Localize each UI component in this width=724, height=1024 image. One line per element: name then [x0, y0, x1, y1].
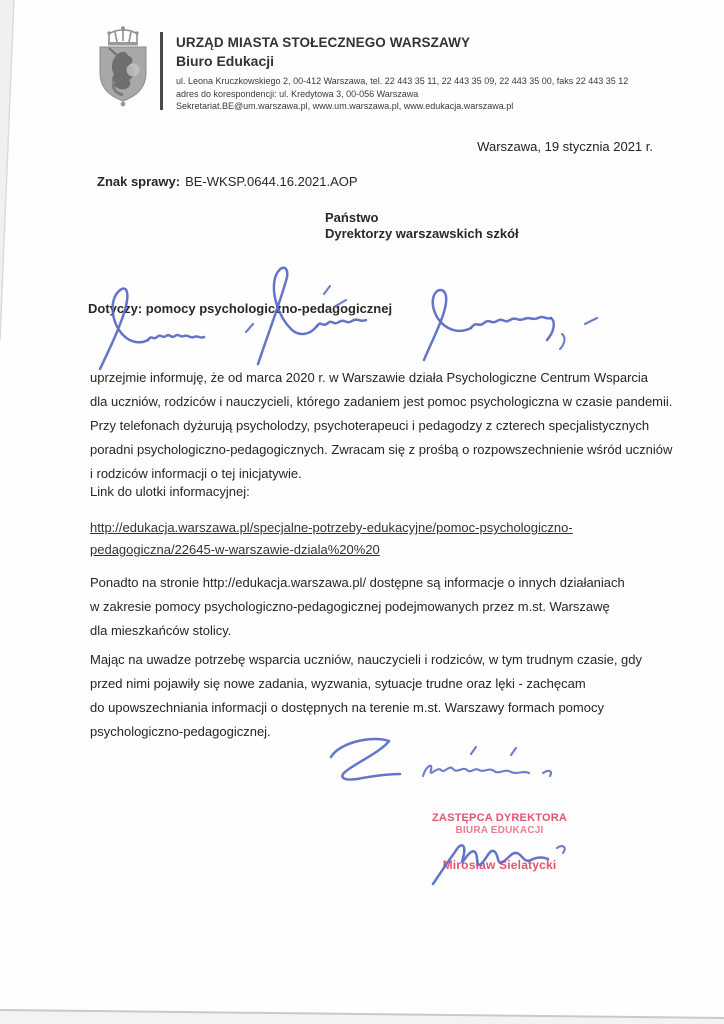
recipient-line: Dyrektorzy warszawskich szkół — [325, 225, 519, 241]
address-line: adres do korespondencji: ul. Kredytowa 3, 00-056 Warszawa — [176, 88, 419, 99]
recipient-block — [325, 210, 519, 241]
stamp-title-line: ZASTĘPCA DYREKTORA — [432, 812, 567, 824]
address-line: ul. Leona Kruczkowskiego 2, 00-412 Warszawa, tel. 22 443 35 11, 22 443 35 09, 22 443 35 00, faks 22 443 35 12 — [176, 76, 629, 86]
link-intro-line: Link do ulotki informacyjnej: — [90, 484, 250, 499]
subject-line: Dotyczy: pomocy psychologiczno-pedagogicznej — [88, 301, 393, 316]
text-line: Przy telefonach dyżurują psycholodzy, psychoterapeuci i pedagodzy z czterech specjalistycznych — [90, 418, 650, 433]
stamp-title-line: BIURA EDUKACJI — [455, 825, 544, 836]
department-name: Biuro Edukacji — [176, 53, 275, 69]
case-number-line — [97, 174, 358, 189]
body-paragraph-3 — [90, 648, 642, 744]
text-line: Mając na uwadze potrzebę wsparcia uczniów, nauczycieli i rodziców, w tym trudnym czasie, gdy — [90, 652, 643, 667]
warsaw-coat-of-arms-icon — [97, 25, 149, 109]
text-line: i rodziców informacji o tej inicjatywie. — [90, 466, 302, 481]
text-line: uprzejmie informuję, że od marca 2020 r. w Warszawie działa Psychologiczne Centrum Wsparcia — [90, 370, 649, 385]
link-text-line: pedagogiczna/22645-w-warszawie-dziala%20%20 — [90, 542, 380, 557]
text-line: w zakresie pomocy psychologiczno-pedagogicznej podejmowanych przez m.st. Warszawę — [90, 599, 610, 614]
text-line: Ponadto na stronie http://edukacja.warszawa.pl/ dostępne są informacje o innych działaniach — [90, 575, 625, 590]
letterhead-divider — [160, 32, 163, 110]
text-line: psychologiczno-pedagogicznej. — [90, 724, 271, 739]
recipient-line: Państwo — [325, 210, 379, 225]
address-line: Sekretariat.BE@um.warszawa.pl, www.um.warszawa.pl, www.edukacja.warszawa.pl — [176, 101, 514, 111]
place-and-date: Warszawa, 19 stycznia 2021 r. — [477, 139, 653, 154]
case-number-value: BE-WKSP.0644.16.2021.AOP — [185, 174, 358, 189]
stamp-name: Mirosław Sielatycki — [442, 858, 557, 872]
text-line: poradni psychologiczno-pedagogicznych. Zwracam się z prośbą o rozpowszechnienie wśród uczniów — [90, 442, 673, 457]
leaflet-link — [90, 517, 573, 561]
text-line: przed nimi pojawiły się nowe zadania, wyzwania, sytuacje trudne oraz lęki - zachęcam — [90, 676, 586, 691]
text-line: do upowszechniania informacji o dostępnych na terenie m.st. Warszawy formach pomocy — [90, 700, 604, 715]
org-name: URZĄD MIASTA STOŁECZNEGO WARSZAWY — [176, 35, 471, 50]
case-number-label: Znak sprawy: — [97, 174, 181, 189]
body-paragraph-2 — [90, 571, 625, 643]
text-line: dla uczniów, rodziców i nauczycieli, którego zadaniem jest pomoc psychologiczna w czasie pandemii. — [90, 394, 673, 409]
link-text-line: http://edukacja.warszawa.pl/specjalne-potrzeby-edukacyjne/pomoc-psychologiczno- — [90, 520, 573, 535]
letterhead-address — [176, 75, 676, 113]
official-stamp — [412, 812, 587, 872]
body-paragraph-1 — [90, 366, 672, 486]
text-line: dla mieszkańców stolicy. — [90, 623, 232, 638]
